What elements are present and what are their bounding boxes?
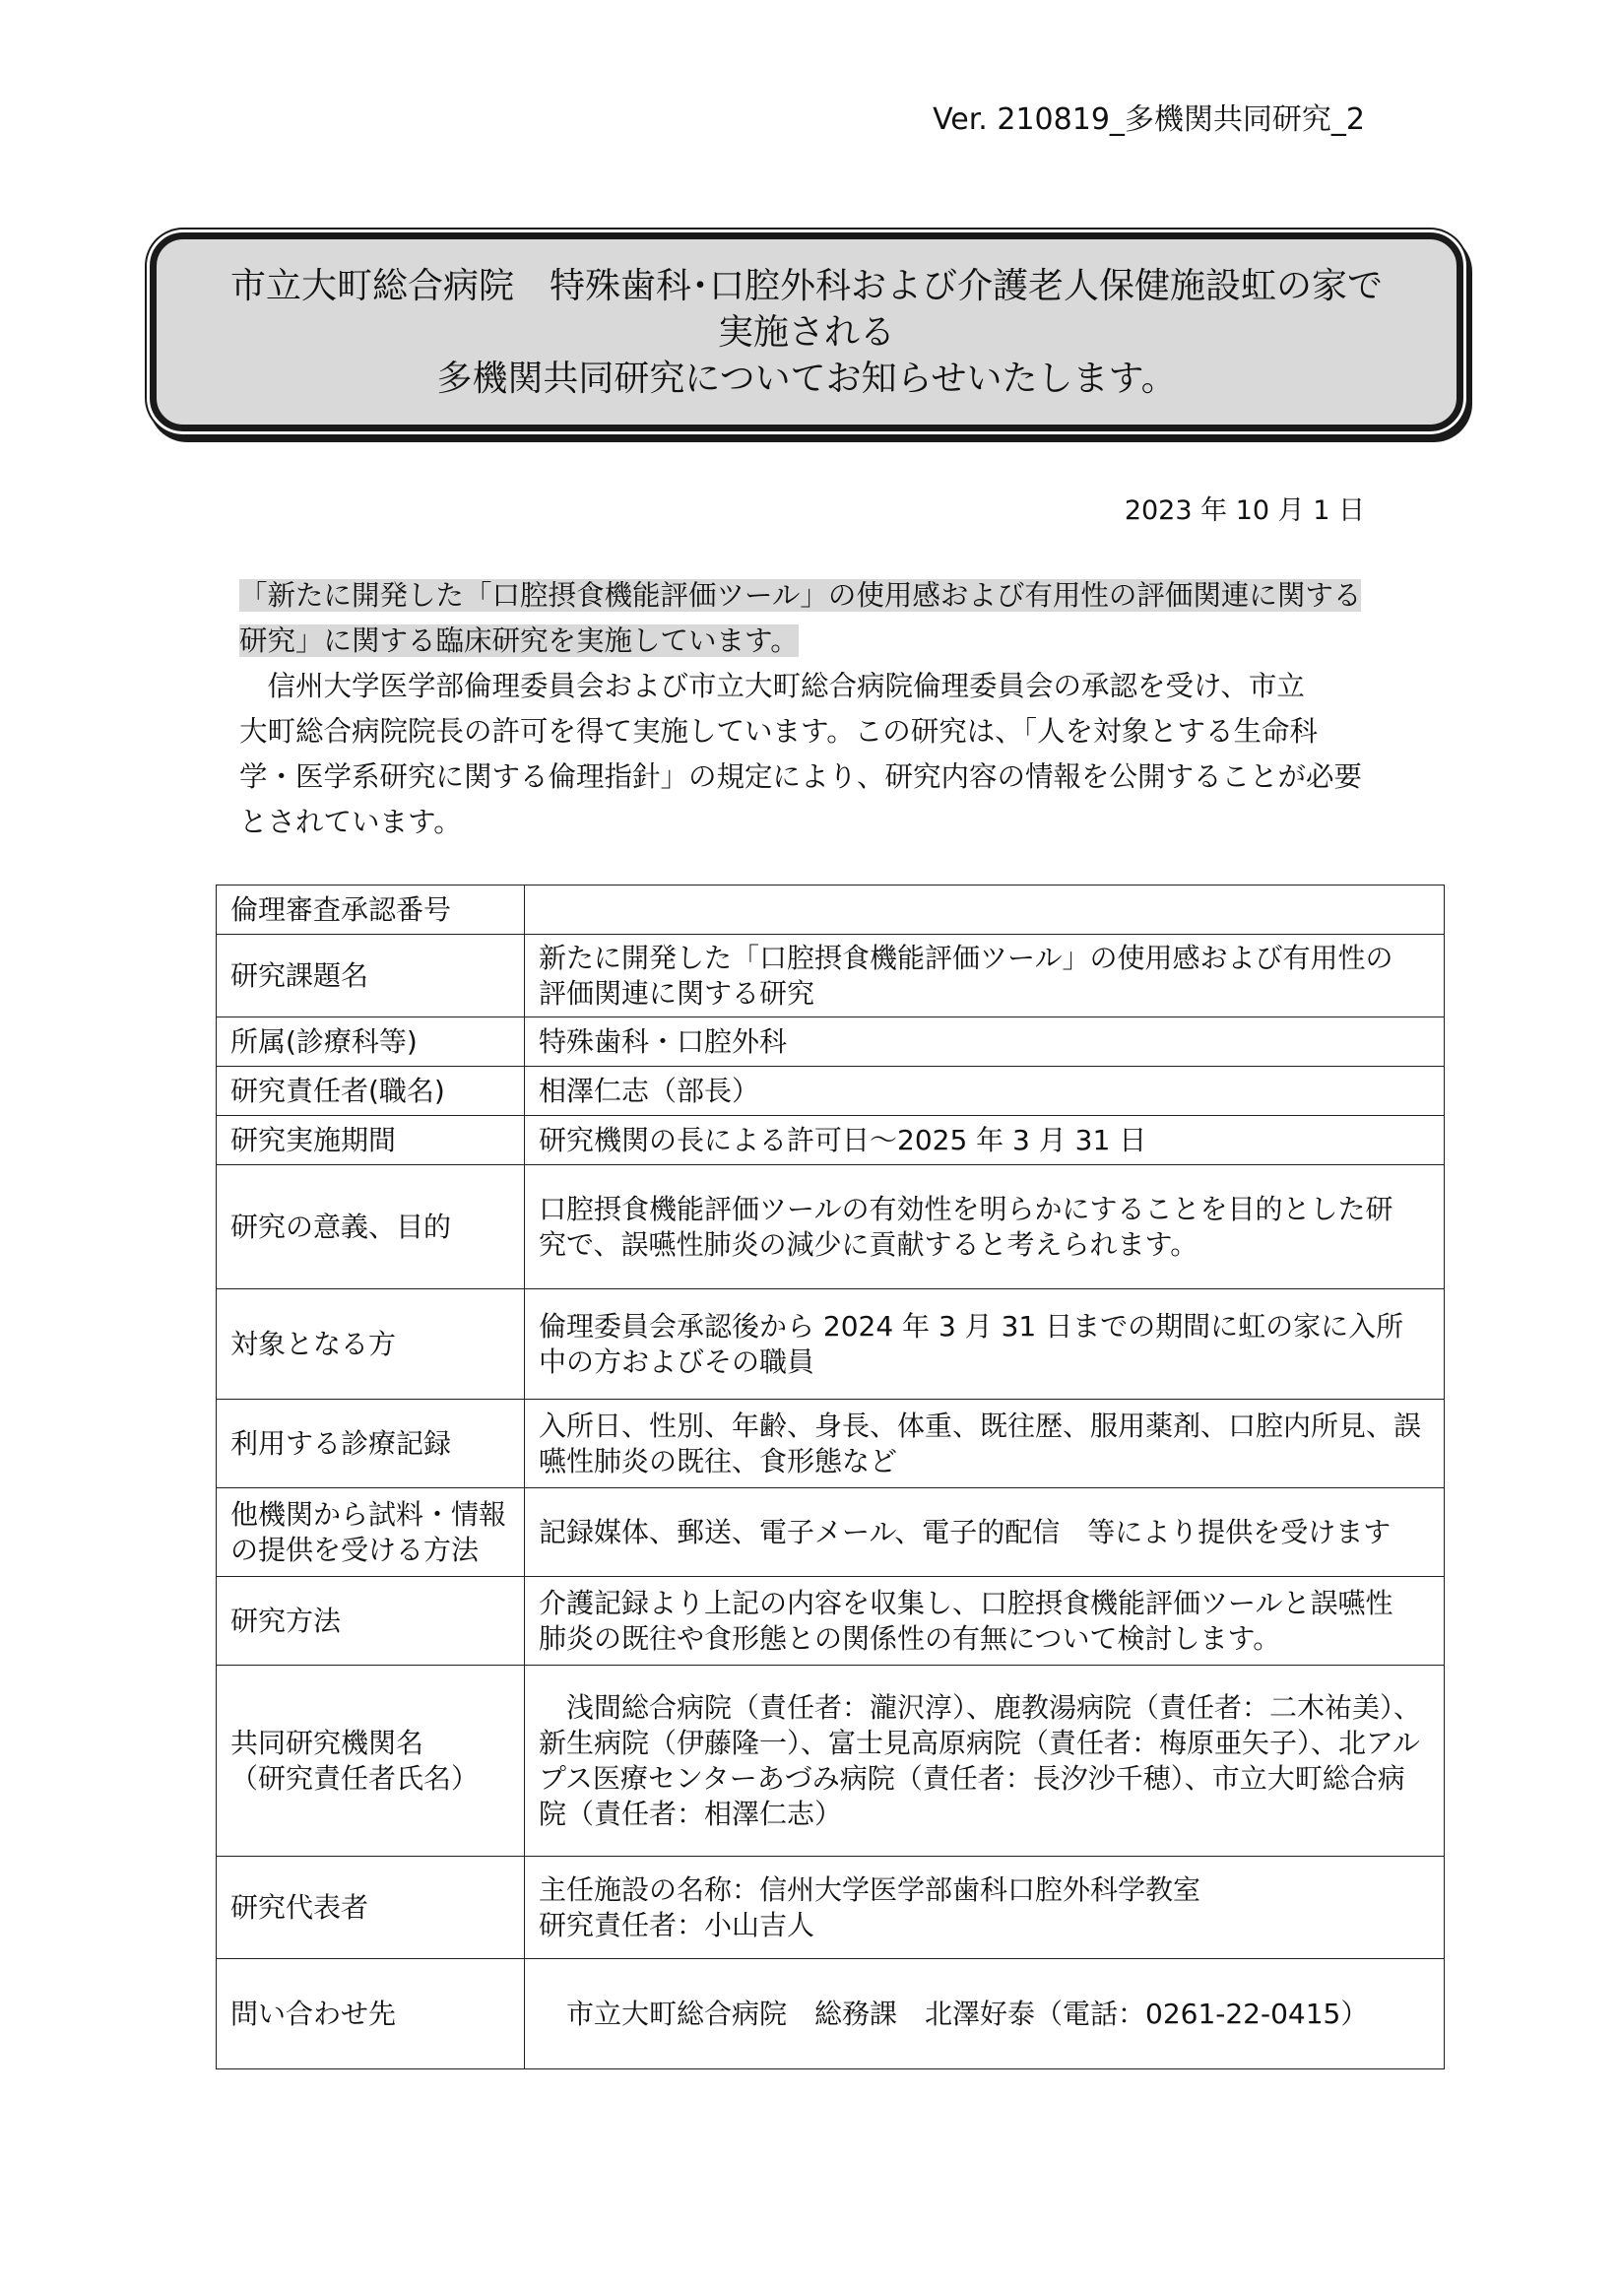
intro-highlight-line — [239, 619, 1382, 664]
row-label-cell — [217, 1116, 525, 1165]
row-value: 主任施設の名称：信州大学医学部歯科口腔外科学教室 — [539, 1872, 1201, 1906]
row-label: 研究実施期間 — [230, 1123, 397, 1156]
row-label-cell — [217, 1400, 525, 1488]
row-value-cell — [525, 1577, 1445, 1666]
row-label: 対象となる方 — [230, 1327, 397, 1360]
row-value: 相澤仁志（部長） — [539, 1074, 760, 1107]
title-line: 多機関共同研究についてお知らせいたします。 — [436, 358, 1177, 399]
notice-date: 2023 年 10 月 1 日 — [1124, 495, 1365, 526]
intro-highlight-line — [239, 573, 1382, 619]
title-line: 市立大町総合病院 特殊歯科･口腔外科および介護老人保健施設虹の家で — [229, 265, 1383, 306]
version-label: Ver. 210819_多機関共同研究_2 — [933, 102, 1365, 137]
row-value: 肺炎の既往や食形態との関係性の有無について検討します。 — [539, 1621, 1281, 1655]
table-row — [217, 1959, 1445, 2069]
row-value-cell — [525, 1017, 1445, 1067]
title-line: 実施される — [717, 311, 895, 353]
row-value: 市立大町総合病院 総務課 北澤好泰（電話：0261-22-0415） — [539, 1997, 1369, 2030]
row-value-cell — [525, 1488, 1445, 1577]
row-value: 研究機関の長による許可日～2025 年 3 月 31 日 — [539, 1123, 1147, 1156]
row-label-cell — [217, 1857, 525, 1959]
row-label: 研究の意義、目的 — [230, 1210, 452, 1243]
row-label: 他機関から試料・情報 — [230, 1497, 507, 1531]
row-label-cell — [217, 1017, 525, 1067]
row-label-cell — [217, 1067, 525, 1116]
table-row — [217, 1857, 1445, 1959]
row-value: 評価関連に関する研究 — [539, 976, 815, 1010]
row-label: 問い合わせ先 — [230, 1997, 397, 2030]
table-row — [217, 1165, 1445, 1289]
table-row — [217, 886, 1445, 935]
title-box — [150, 232, 1463, 431]
row-value: 新たに開発した「口腔摂食機能評価ツール」の使用感および有用性の — [539, 941, 1393, 974]
row-value: 介護記録より上記の内容を収集し、口腔摂食機能評価ツールと誤嚥性 — [539, 1586, 1393, 1619]
row-value-cell — [525, 1165, 1445, 1289]
row-value: 特殊歯科・口腔外科 — [539, 1024, 788, 1058]
intro-body-line: 学・医学系研究に関する倫理指針」の規定により、研究内容の情報を公開することが必要 — [239, 760, 1363, 793]
row-value-cell — [525, 1116, 1445, 1165]
row-label-cell — [217, 886, 525, 935]
row-label: の提供を受ける方法 — [230, 1533, 480, 1566]
row-value: 浅間総合病院（責任者：瀧沢淳）、鹿教湯病院（責任者：二木祐美）、 — [539, 1690, 1422, 1724]
row-label-cell — [217, 1577, 525, 1666]
row-label: （研究責任者氏名） — [230, 1761, 480, 1795]
intro-body-line: 信州大学医学部倫理委員会および市立大町総合病院倫理委員会の承認を受け、市立 — [239, 670, 1305, 702]
row-label: 研究責任者(職名) — [230, 1074, 445, 1107]
row-label: 共同研究機関名 — [230, 1726, 424, 1759]
row-value-cell — [525, 1400, 1445, 1488]
row-value: 中の方およびその職員 — [539, 1345, 815, 1378]
row-value-cell — [525, 1666, 1445, 1857]
row-value: 倫理委員会承認後から 2024 年 3 月 31 日までの期間に虹の家に入所 — [539, 1309, 1404, 1343]
table-row — [217, 935, 1445, 1017]
row-label-cell — [217, 935, 525, 1017]
row-label: 利用する診療記録 — [230, 1426, 452, 1460]
row-value-cell — [525, 935, 1445, 1017]
table-row — [217, 1289, 1445, 1400]
table-row — [217, 1067, 1445, 1116]
table-row — [217, 1017, 1445, 1067]
row-value: 院（責任者：相澤仁志） — [539, 1797, 843, 1830]
table-row — [217, 1666, 1445, 1857]
row-value-cell — [525, 1067, 1445, 1116]
intro-body-line: とされています。 — [239, 806, 462, 838]
row-value: 嚥性肺炎の既往、食形態など — [539, 1444, 898, 1477]
row-value: 研究責任者：小山吉人 — [539, 1908, 815, 1941]
row-label: 研究方法 — [230, 1604, 342, 1637]
study-info-table — [216, 885, 1445, 2069]
row-value: プス医療センターあづみ病院（責任者：長汐沙千穂）、市立大町総合病 — [539, 1761, 1405, 1795]
table-row — [217, 1488, 1445, 1577]
highlighted-text: 研究」に関する臨床研究を実施しています。 — [239, 624, 799, 657]
intro-body-line: 大町総合病院院長の許可を得て実施しています。この研究は、「人を対象とする生命科 — [239, 715, 1318, 748]
study-info-table-body — [217, 886, 1445, 2069]
row-label: 所属(診療科等) — [230, 1024, 418, 1058]
table-row — [217, 1400, 1445, 1488]
row-label-cell — [217, 1289, 525, 1400]
row-value-cell — [525, 1959, 1445, 2069]
highlighted-text: 「新たに開発した「口腔摂食機能評価ツール」の使用感および有用性の評価関連に関する — [239, 579, 1362, 612]
row-label-cell — [217, 1666, 525, 1857]
row-label-cell — [217, 1488, 525, 1577]
table-row — [217, 1577, 1445, 1666]
row-label: 研究代表者 — [230, 1890, 369, 1924]
row-value: 入所日、性別、年齢、身長、体重、既往歴、服用薬剤、口腔内所見、誤 — [539, 1409, 1422, 1442]
row-value-cell — [525, 886, 1445, 935]
row-label-cell — [217, 1165, 525, 1289]
row-value: 究で、誤嚥性肺炎の減少に貢献すると考えられます。 — [539, 1227, 1198, 1261]
row-value: 記録媒体、郵送、電子メール、電子的配信 等により提供を受けます — [539, 1515, 1392, 1548]
row-value-cell — [525, 1857, 1445, 1959]
row-label-cell — [217, 1959, 525, 2069]
row-value-cell — [525, 1289, 1445, 1400]
table-row — [217, 1116, 1445, 1165]
intro-paragraph — [239, 573, 1382, 845]
row-label: 倫理審査承認番号 — [230, 892, 452, 926]
row-label: 研究課題名 — [230, 958, 369, 992]
row-value: 新生病院（伊藤隆一）、富士見高原病院（責任者：梅原亜矢子）、北アル — [539, 1726, 1420, 1759]
row-value: 口腔摂食機能評価ツールの有効性を明らかにすることを目的とした研 — [539, 1192, 1393, 1225]
